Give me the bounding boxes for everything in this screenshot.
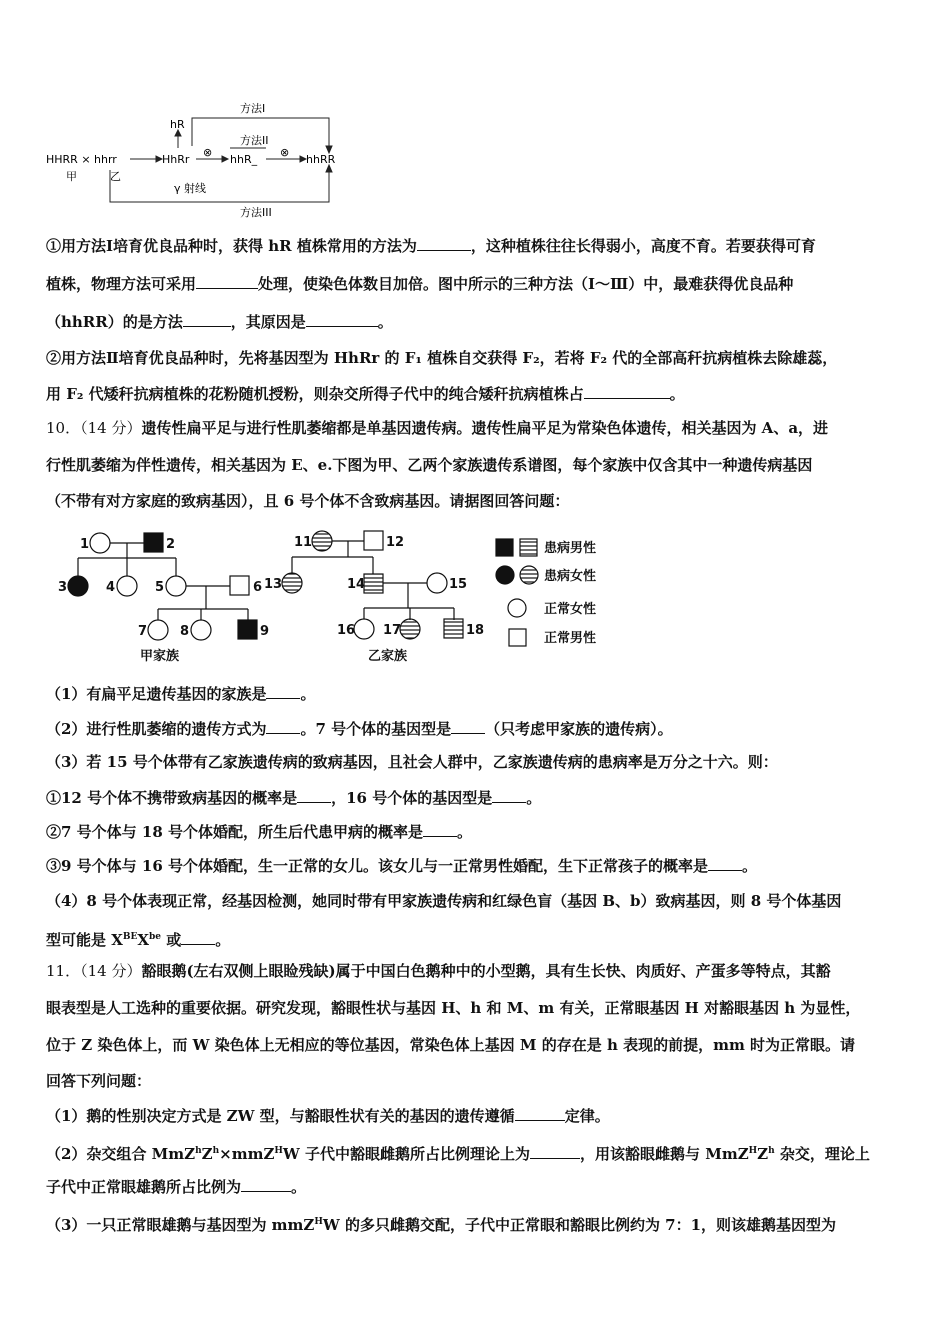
q9-line-5: 用 F₂ 代矮秆抗病植株的花粉随机授粉，则杂交所得子代中的纯合矮秆抗病植株占 。 xyxy=(46,385,685,403)
label-8: 8 xyxy=(180,624,190,639)
legend-affected-male-solid xyxy=(496,539,513,556)
answer-blank[interactable] xyxy=(708,856,742,871)
answer-blank[interactable] xyxy=(530,1144,580,1159)
q10-intro-2: 行性肌萎缩为伴性遗传，相关基因为 E、e.下图为甲、乙两个家族遗传系谱图，每个家族中仅含其中一种遗传病基因 xyxy=(46,456,813,474)
mid-label: hhR_ xyxy=(230,153,258,166)
parent-a-label: 甲 xyxy=(66,170,77,183)
label-12: 12 xyxy=(386,535,405,550)
member-13 xyxy=(282,573,302,593)
legend-normal-female-label: 正常女性 xyxy=(544,602,597,617)
q10-s3-3: ③9 号个体与 16 号个体婚配，生一正常的女儿。该女儿与一正常男性婚配，生下正常孩子的概率是 。 xyxy=(46,857,757,875)
method3-label: 方法III xyxy=(240,206,272,219)
q10-s2: （2）进行性肌萎缩的遗传方式为 。7 号个体的基因型是 （只考虑甲家族的遗传病）。 xyxy=(46,720,673,738)
q9-line-2: 植株，物理方法可采用 处理，使染色体数目加倍。图中所示的三种方法（Ⅰ～Ⅲ）中，最难获得优良品种 xyxy=(46,275,794,293)
member-17 xyxy=(400,619,420,639)
question-number: 11．（14 分） xyxy=(46,962,142,980)
question-number: 10．（14 分） xyxy=(46,419,142,437)
q10-s4-b: 型可能是 $X^{BE}X^{be}$ 或 。 xyxy=(46,931,231,949)
label-11: 11 xyxy=(294,535,313,550)
member-2 xyxy=(144,533,163,552)
label-18: 18 xyxy=(466,623,485,638)
member-4 xyxy=(117,576,137,596)
member-14 xyxy=(364,574,383,593)
q9-line-1: ①用方法Ⅰ培育优良品种时，获得 hR 植株常用的方法为 ，这种植株往往长得弱小，高度不育。若要获得可育 xyxy=(46,237,816,255)
gamma-label: γ 射线 xyxy=(174,182,207,195)
q10-s1: （1）有扁平足遗传基因的家族是 。 xyxy=(46,685,316,703)
member-1 xyxy=(90,533,110,553)
label-15: 15 xyxy=(449,577,468,592)
answer-blank[interactable] xyxy=(515,1106,565,1121)
answer-blank[interactable] xyxy=(451,719,485,734)
q11-s3: （3）一只正常眼雄鹅与基因型为 mmZ$^H$W 的多只雌鹅交配，子代中正常眼和豁眼比例约为 7：1，则该雄鹅基因型为 xyxy=(46,1216,837,1234)
label-14: 14 xyxy=(347,577,366,592)
parent-b-label: 乙 xyxy=(110,170,121,183)
answer-blank[interactable] xyxy=(241,1177,291,1192)
legend-affected-male: 患病男性 xyxy=(544,541,597,556)
label-6: 6 xyxy=(253,580,263,595)
label-9: 9 xyxy=(260,624,270,639)
legend-affected-female-hatch xyxy=(520,566,538,584)
label-7: 7 xyxy=(138,624,148,639)
method2-label: 方法II xyxy=(240,134,269,147)
q11-intro-1: 11．（14 分）豁眼鹅(左右双侧上眼睑残缺)属于中国白色鹅种中的小型鹅，具有生长快、肉质好、产蛋多等特点，其豁 xyxy=(46,962,831,980)
q11-s2: （2）杂交组合 $MmZ^hZ^h\times mmZ^HW$ 子代中豁眼雌鹅所占比例理论上为 ，用该豁眼雌鹅与 $MmZ^HZ^h$ 杂交，理论上 xyxy=(46,1145,870,1163)
pedigree-charts xyxy=(52,524,632,672)
q10-intro-3: （不带有对方家庭的致病基因），且 6 号个体不含致病基因。请据图回答问题： xyxy=(46,492,570,510)
q10-intro-1: 10．（14 分）遗传性扁平足与进行性肌萎缩都是单基因遗传病。遗传性扁平足为常染色体遗传，相关基因为 A、a，进 xyxy=(46,419,829,437)
method1-label: 方法I xyxy=(240,102,266,115)
hr-label: hR xyxy=(170,118,185,131)
breeding-method-diagram xyxy=(44,96,354,222)
label-16: 16 xyxy=(337,623,356,638)
answer-blank[interactable] xyxy=(181,930,215,945)
answer-blank[interactable] xyxy=(297,788,331,803)
q10-s3: （3）若 15 号个体带有乙家族遗传病的致病基因，且社会人群中，乙家族遗传病的患病率是万分之十六。则： xyxy=(46,753,778,771)
q11-intro-4: 回答下列问题： xyxy=(46,1072,152,1090)
q9-line-3: （hhRR）的是方法 ，其原因是 。 xyxy=(46,313,393,331)
member-8 xyxy=(191,620,211,640)
answer-blank[interactable] xyxy=(183,312,231,327)
label-2: 2 xyxy=(166,537,176,552)
member-9 xyxy=(238,620,257,639)
q9-line-4: ②用方法Ⅱ培育优良品种时，先将基因型为 HhRr 的 F₁ 植株自交获得 F₂，若将 F₂ 代的全部高秆抗病植株去除雄蕊， xyxy=(46,349,838,367)
member-18 xyxy=(444,619,463,638)
q10-s4: （4）8 号个体表现正常，经基因检测，她同时带有甲家族遗传病和红绿色盲（基因 B、b）致病基因，则 8 号个体基因 xyxy=(46,892,842,910)
q11-s1: （1）鹅的性别决定方式是 ZW 型，与豁眼性状有关的基因的遗传遵循 定律。 xyxy=(46,1107,610,1125)
legend-normal-male-label: 正常男性 xyxy=(544,631,597,646)
q11-s2-b: 子代中正常眼雄鹅所占比例为 。 xyxy=(46,1178,307,1196)
answer-blank[interactable] xyxy=(266,684,300,699)
member-5 xyxy=(166,576,186,596)
selfing-symbol-2: ⊗ xyxy=(280,146,290,159)
answer-blank[interactable] xyxy=(492,788,526,803)
member-6 xyxy=(230,576,249,595)
f1-label: HhRr xyxy=(162,153,190,166)
legend-affected-female-solid xyxy=(496,566,514,584)
cross-label: HHRR × hhrr xyxy=(46,153,117,166)
label-3: 3 xyxy=(58,580,68,595)
member-3 xyxy=(68,576,88,596)
member-11 xyxy=(312,531,332,551)
legend-normal-male xyxy=(509,629,526,646)
legend-normal-female xyxy=(508,599,526,617)
answer-blank[interactable] xyxy=(417,236,471,251)
selfing-symbol: ⊗ xyxy=(203,146,213,159)
member-7 xyxy=(148,620,168,640)
q10-s3-1: ①12 号个体不携带致病基因的概率是 ，16 号个体的基因型是 。 xyxy=(46,789,542,807)
q11-intro-2: 眼表型是人工选种的重要依据。研究发现，豁眼性状与基因 H、h 和 M、m 有关，正常眼基因 H 对豁眼基因 h 为显性， xyxy=(46,999,861,1017)
end-label: hhRR xyxy=(306,153,336,166)
label-1: 1 xyxy=(80,537,90,552)
answer-blank[interactable] xyxy=(196,274,258,289)
answer-blank[interactable] xyxy=(584,384,670,399)
label-5: 5 xyxy=(155,580,165,595)
answer-blank[interactable] xyxy=(266,719,300,734)
family-a-label: 甲家族 xyxy=(140,649,180,664)
answer-blank[interactable] xyxy=(423,822,457,837)
label-13: 13 xyxy=(264,577,283,592)
family-b-label: 乙家族 xyxy=(368,649,408,664)
q11-intro-3: 位于 Z 染色体上，而 W 染色体上无相应的等位基因，常染色体上基因 M 的存在是 h 表现的前提，mm 时为正常眼。请 xyxy=(46,1036,856,1054)
member-12 xyxy=(364,531,383,550)
label-17: 17 xyxy=(383,623,402,638)
member-16 xyxy=(354,619,374,639)
label-4: 4 xyxy=(106,580,116,595)
q10-s3-2: ②7 号个体与 18 号个体婚配，所生后代患甲病的概率是 。 xyxy=(46,823,472,841)
answer-blank[interactable] xyxy=(306,312,378,327)
legend-affected-female: 患病女性 xyxy=(544,569,597,584)
member-15 xyxy=(427,573,447,593)
legend-affected-male-hatch xyxy=(520,539,537,556)
